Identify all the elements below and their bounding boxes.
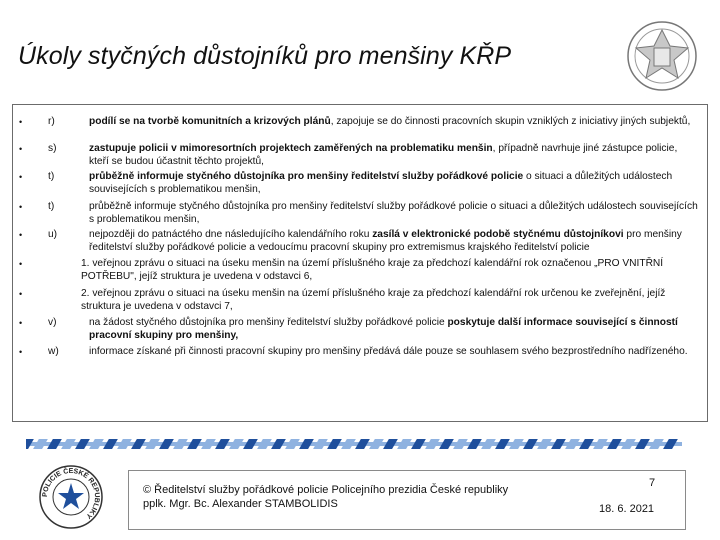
- content-box: [12, 104, 708, 422]
- footer-date: 18. 6. 2021: [599, 503, 655, 515]
- bullet: •: [19, 230, 23, 240]
- item-text: nejpozději do patnáctého dne následujícího kalendářního roku zasílá v elektronické podobě styčnému důstojníkovi pro menšiny ředitelství služby pořádkové policie a vedoucímu pracovní skupiny pro extremismus krajského ředitelství policie: [89, 229, 682, 253]
- bullet: •: [19, 172, 23, 182]
- decorative-stripe: [26, 437, 682, 451]
- footer-copyright: © Ředitelství služby pořádkové policie Policejního prezidia České republiky: [143, 484, 509, 496]
- item-letter: s): [48, 143, 57, 154]
- footer: [128, 470, 686, 530]
- bullet: •: [19, 144, 23, 154]
- item-text: informace získané při činnosti pracovní skupiny pro menšiny předává dále pouze se souhlasem svého bezprostředního nadřízeného.: [89, 346, 688, 357]
- item-text: průběžně informuje styčného důstojníka pro menšiny ředitelství služby pořádkové policie o situaci a důležitých událostech souvisejících s problematikou menšin,: [89, 201, 698, 225]
- item-text: 1. veřejnou zprávu o situaci na úseku menšin na území příslušného kraje za předchozí kalendářní rok označenou „PRO VNITŘNÍ POTŘEBU", jejíž struktura je uvedena v odstavci 6,: [81, 258, 664, 282]
- item-text: 2. veřejnou zprávu o situaci na úseku menšin na území příslušného kraje za předchozí kalendářní rok určenou ke zveřejnění, jejíž struktura je uvedena v odstavci 7,: [81, 288, 666, 312]
- bullet: •: [19, 202, 23, 212]
- item-text: zastupuje policii v mimoresortních projektech zaměřených na problematiku menšin, případně navrhuje jiné zástupce policie, kteří se budou účastnit těchto projektů,: [89, 143, 678, 167]
- item-text: průběžně informuje styčného důstojníka pro menšiny ředitelství služby pořádkové policie o situaci a důležitých událostech souvisejících s problematikou menšin,: [89, 171, 673, 195]
- police-emblem-icon: [626, 20, 698, 92]
- bullet: •: [19, 259, 23, 269]
- logo-ring-text: POLICIE ČESKÉ REPUBLIKY: [41, 467, 101, 520]
- page-title: Úkoly styčných důstojníků pro menšiny KŘP: [18, 42, 512, 70]
- item-letter: t): [48, 171, 55, 182]
- page-number: 7: [649, 477, 656, 489]
- item-letter: v): [48, 317, 57, 328]
- item-letter: r): [48, 116, 55, 127]
- item-text: na žádost styčného důstojníka pro menšiny ředitelství služby pořádkové policie poskytuje další informace související s činností pracovní skupiny pro menšiny,: [89, 317, 678, 341]
- item-text: podílí se na tvorbě komunitních a krizových plánů, zapojuje se do činnosti pracovních skupin vzniklých z iniciativy jiných subjektů,: [89, 116, 691, 127]
- bullet: •: [19, 347, 23, 357]
- footer-author: pplk. Mgr. Bc. Alexander STAMBOLIDIS: [143, 498, 338, 510]
- item-letter: t): [48, 201, 55, 212]
- police-logo-icon: [38, 464, 104, 530]
- bullet: •: [19, 289, 23, 299]
- bullet: •: [19, 318, 23, 328]
- item-letter: u): [48, 229, 58, 240]
- bullet: •: [19, 117, 23, 127]
- item-letter: w): [48, 346, 59, 357]
